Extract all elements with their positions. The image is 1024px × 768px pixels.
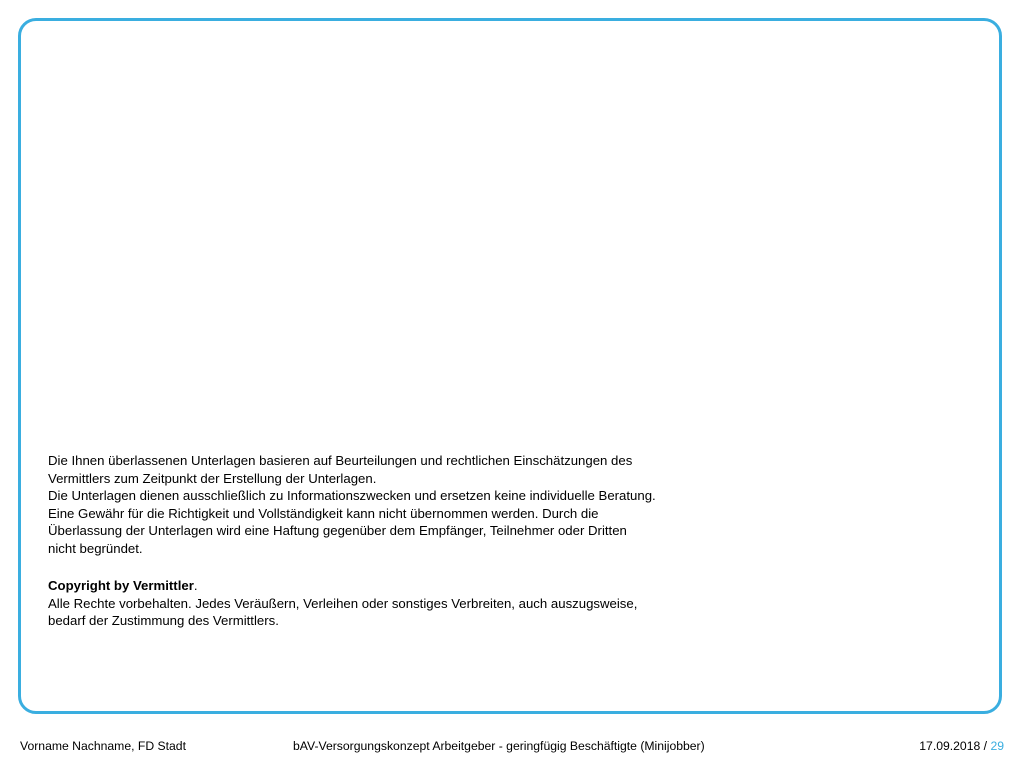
footer-author: Vorname Nachname, FD Stadt bbox=[20, 739, 186, 753]
copyright-line: Alle Rechte vorbehalten. Jedes Veräußern, Verleihen oder sonstiges Verbreiten, auch auszugsweise, bbox=[48, 595, 638, 611]
copyright-heading: Copyright by Vermittler bbox=[48, 578, 194, 593]
copyright-notice bbox=[48, 577, 728, 630]
disclaimer-line: nicht begründet. bbox=[48, 540, 143, 556]
footer-title: bAV-Versorgungskonzept Arbeitgeber - geringfügig Beschäftigte (Minijobber) bbox=[293, 739, 705, 753]
disclaimer-line: Die Unterlagen dienen ausschließlich zu Informationszwecken und ersetzen keine individuelle Beratung. bbox=[48, 488, 656, 504]
disclaimer-line: Die Ihnen überlassenen Unterlagen basieren auf Beurteilungen und rechtlichen Einschätzungen des bbox=[48, 453, 633, 468]
copyright-heading-line bbox=[48, 577, 728, 595]
disclaimer-line: Vermittlers zum Zeitpunkt der Erstellung der Unterlagen. bbox=[48, 470, 377, 486]
footer-date: 17.09.2018 bbox=[919, 739, 981, 753]
footer-separator: / bbox=[983, 739, 988, 753]
copyright-line: bedarf der Zustimmung des Vermittlers. bbox=[48, 613, 279, 629]
footer-date-page bbox=[919, 738, 1004, 754]
page-number: 29 bbox=[990, 739, 1004, 753]
copyright-heading-suffix: . bbox=[193, 578, 198, 593]
disclaimer-line: Überlassung der Unterlagen wird eine Haftung gegenüber dem Empfänger, Teilnehmer oder Dritten bbox=[48, 523, 627, 539]
disclaimer-line: Eine Gewähr für die Richtigkeit und Vollständigkeit kann nicht übernommen werden. Durch die bbox=[48, 505, 599, 521]
disclaimer-text bbox=[48, 452, 728, 558]
